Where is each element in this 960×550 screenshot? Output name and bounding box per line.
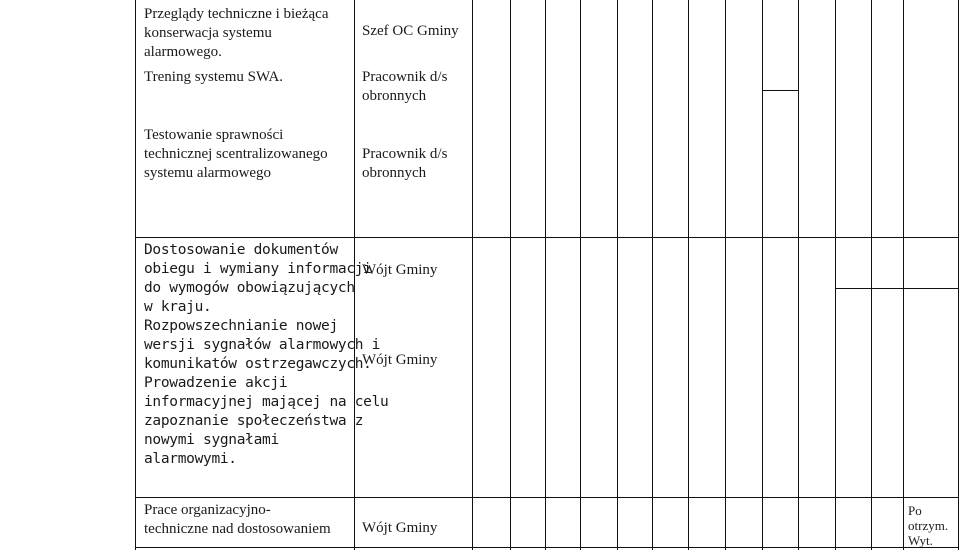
responsible-cell-4a: Wójt Gminy — [362, 262, 438, 278]
grid-line — [652, 0, 653, 550]
grid-line — [835, 0, 836, 550]
grid-line — [545, 0, 546, 550]
note-cell-5: Po otrzym. Wyt. — [908, 503, 949, 548]
task-cell-5: Prace organizacyjno- techniczne nad dostosowaniem — [144, 502, 331, 537]
grid-line — [688, 0, 689, 550]
grid-line — [798, 0, 799, 550]
grid-line — [903, 0, 904, 550]
grid-line — [580, 0, 581, 550]
grid-line — [472, 0, 473, 550]
task-cell-4: Dostosowanie dokumentów obiegu i wymiany informacji do wymogów obowiązujących w kraju. Rozpowszechnianie nowej wersji sygnałów alarmowych i komunikatów ostrzegawczych. Prowadzenie akcji informacyjnej mającej na celu zapoznanie społeczeństwa z nowymi sygnałami alarmowymi. — [144, 242, 389, 467]
responsible-cell-1: Szef OC Gminy — [362, 23, 459, 39]
task-cell-3: Testowanie sprawności technicznej scentralizowanego systemu alarmowego — [144, 127, 328, 181]
row-separator — [135, 497, 959, 498]
responsible-cell-5: Wójt Gminy — [362, 520, 438, 536]
calendar-mark — [762, 90, 799, 91]
responsible-cell-4b: Wójt Gminy — [362, 352, 438, 368]
grid-line — [725, 0, 726, 550]
grid-line — [617, 0, 618, 550]
grid-line — [871, 0, 872, 550]
grid-line — [762, 0, 763, 550]
grid-line — [135, 0, 136, 550]
row-separator — [135, 547, 959, 548]
responsible-cell-2: Pracownik d/s obronnych — [362, 69, 448, 104]
grid-line — [510, 0, 511, 550]
grid-line — [958, 0, 959, 550]
task-cell-1: Przeglądy techniczne i bieżąca konserwacja systemu alarmowego. — [144, 6, 329, 60]
row-separator — [135, 237, 959, 238]
calendar-mark — [835, 288, 959, 289]
responsible-cell-3: Pracownik d/s obronnych — [362, 146, 448, 181]
task-cell-2: Trening systemu SWA. — [144, 69, 284, 85]
